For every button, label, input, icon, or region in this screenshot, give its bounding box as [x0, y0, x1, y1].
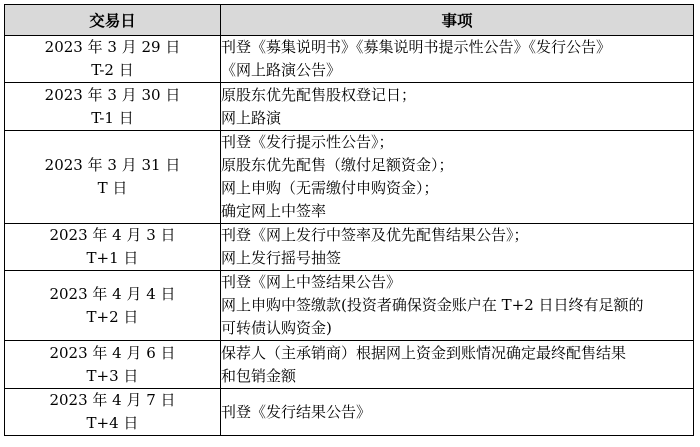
calendar-date: 2023 年 3 月 30 日: [44, 85, 181, 104]
calendar-date: 2023 年 3 月 29 日: [44, 38, 181, 56]
table-row: [5, 271, 694, 341]
table-row: [5, 389, 694, 436]
matter-line: 《网上路演公告》: [221, 61, 342, 79]
matter-line: 可转债认购资金): [221, 319, 332, 337]
t-day-label: T 日: [97, 179, 128, 197]
date-cell: [5, 389, 221, 436]
calendar-date: 2023 年 4 月 4 日: [49, 284, 176, 303]
matters-cell: [221, 131, 694, 224]
t-day-label: T+3 日: [86, 366, 139, 385]
date-cell: [5, 271, 221, 341]
date-cell: [5, 224, 221, 271]
matters-cell: [221, 224, 694, 271]
matter-line: 和包销金额: [221, 366, 297, 385]
header-matters: 事项: [221, 5, 694, 36]
table-row: [5, 224, 694, 271]
table-row: [5, 83, 694, 131]
matters-cell: [221, 36, 694, 83]
matters-cell: [221, 83, 694, 131]
matter-line: 原股东优先配售（缴付足额资金）；: [221, 156, 454, 174]
date-cell: [5, 341, 221, 389]
matter-line: 网上申购（无需缴付申购资金）；: [221, 179, 439, 197]
t-day-label: T-2 日: [91, 61, 134, 79]
matter-line: 网上申购中签缴款(投资者确保资金账户在 T+2 日日终有足额的: [221, 296, 644, 314]
table-row: [5, 36, 694, 83]
table-header-row: [5, 5, 694, 36]
t-day-label: T+1 日: [86, 249, 139, 267]
date-cell: [5, 83, 221, 131]
matter-line: 保荐人（主承销商）根据网上资金到账情况确定最终配售结果: [221, 343, 627, 362]
matters-cell: [221, 271, 694, 341]
matters-cell: [221, 341, 694, 389]
issuance-schedule-table: [4, 4, 694, 436]
matter-line: 刊登《网上发行中签率及优先配售结果公告》；: [221, 226, 529, 244]
table-row: [5, 131, 694, 224]
matter-line: 刊登《发行结果公告》: [221, 402, 372, 421]
calendar-date: 2023 年 4 月 3 日: [49, 226, 176, 244]
matter-line: 刊登《网上中签结果公告》: [221, 273, 402, 291]
t-day-label: T-1 日: [91, 108, 134, 127]
table-row: [5, 341, 694, 389]
calendar-date: 2023 年 3 月 31 日: [44, 156, 181, 174]
header-trading-day: 交易日: [5, 5, 221, 36]
matter-line: 刊登《发行提示性公告》；: [221, 133, 394, 151]
calendar-date: 2023 年 4 月 6 日: [49, 343, 176, 362]
matter-line: 网上路演: [221, 108, 282, 127]
matter-line: 确定网上中签率: [221, 202, 327, 220]
calendar-date: 2023 年 4 月 7 日: [49, 391, 176, 409]
matter-line: 原股东优先配售股权登记日；: [221, 85, 417, 104]
t-day-label: T+4 日: [86, 414, 139, 432]
t-day-label: T+2 日: [86, 307, 139, 326]
matters-cell: [221, 389, 694, 436]
matter-line: 刊登《募集说明书》《募集说明书提示性公告》《发行公告》: [221, 38, 612, 56]
date-cell: [5, 131, 221, 224]
matter-line: 网上发行摇号抽签: [221, 249, 342, 267]
date-cell: [5, 36, 221, 83]
